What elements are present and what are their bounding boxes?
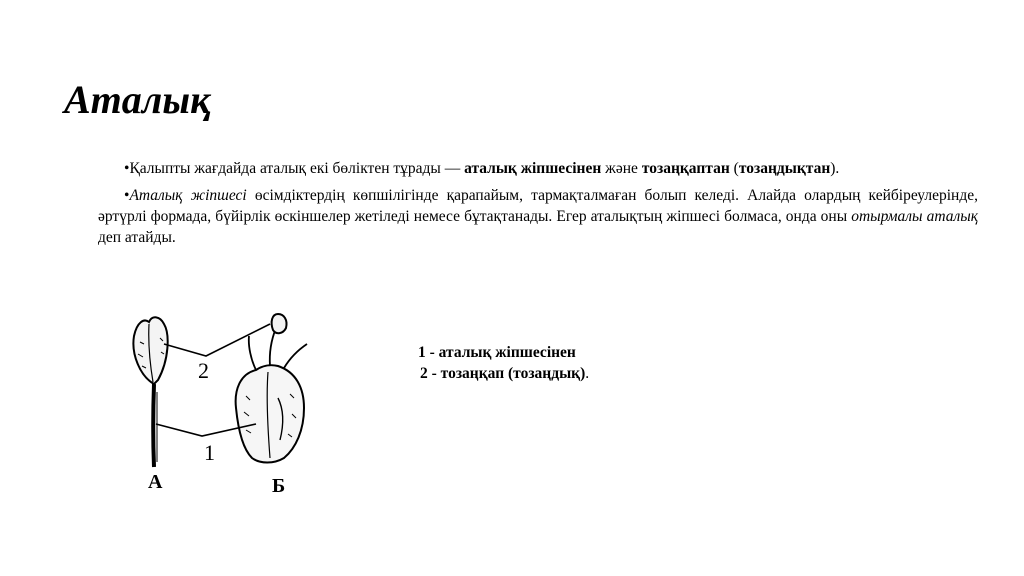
figure-legend xyxy=(418,342,589,384)
term-filament-italic: Аталық жіпшесі xyxy=(129,187,247,204)
stamen-illustration xyxy=(118,302,338,498)
text-segment: деп атайды. xyxy=(98,229,176,246)
figure-label-1: 1 xyxy=(204,440,215,465)
figure-label-a: А xyxy=(148,471,163,493)
legend-item-filament: 1 - аталық жіпшесінен xyxy=(418,344,576,361)
text-segment: ). xyxy=(830,160,840,177)
leader-line-2 xyxy=(164,324,270,356)
term-pollen-sac: тозаңдықтан xyxy=(738,160,831,177)
filament-a xyxy=(153,384,154,467)
paragraph-filament xyxy=(98,185,978,248)
legend-period: . xyxy=(585,365,590,382)
appendage-left xyxy=(249,336,256,370)
bullet: • xyxy=(124,187,130,204)
term-anther: тозаңқаптан xyxy=(641,160,730,177)
legend-item-anther-text: 2 - тозаңқап (тозаңдық) xyxy=(420,365,586,382)
paragraph-structure xyxy=(98,158,978,179)
legend-item-anther xyxy=(418,363,589,384)
text-segment: және xyxy=(601,160,642,177)
slide-title: Аталық xyxy=(64,77,211,122)
text-segment: Қалыпты жағдайда аталық екі бөліктен тұрады — xyxy=(129,160,465,177)
anther-a xyxy=(133,317,167,384)
figure-label-b: Б xyxy=(272,475,286,497)
text-segment: ( xyxy=(729,160,739,177)
figure-label-2: 2 xyxy=(198,358,209,383)
text-segment: өсімдіктердің көпшілігінде қарапайым, тармақталмаған болып келеді. Алайда олардың кейбіреулерінде, әртүрлі формада, бүйірлік өскіншелер жетіледі немесе бұтақтанады. Егер аталықтың жіпшесі болмаса, онда оны xyxy=(98,187,978,225)
term-sessile-stamen: отырмалы аталық xyxy=(851,208,978,225)
term-filament: аталық жіпшесінен xyxy=(464,160,602,177)
appendage-mid xyxy=(270,328,276,366)
body-text xyxy=(98,158,978,254)
appendage-tip xyxy=(272,314,287,333)
bullet: • xyxy=(124,160,130,177)
appendage-right xyxy=(284,344,307,368)
